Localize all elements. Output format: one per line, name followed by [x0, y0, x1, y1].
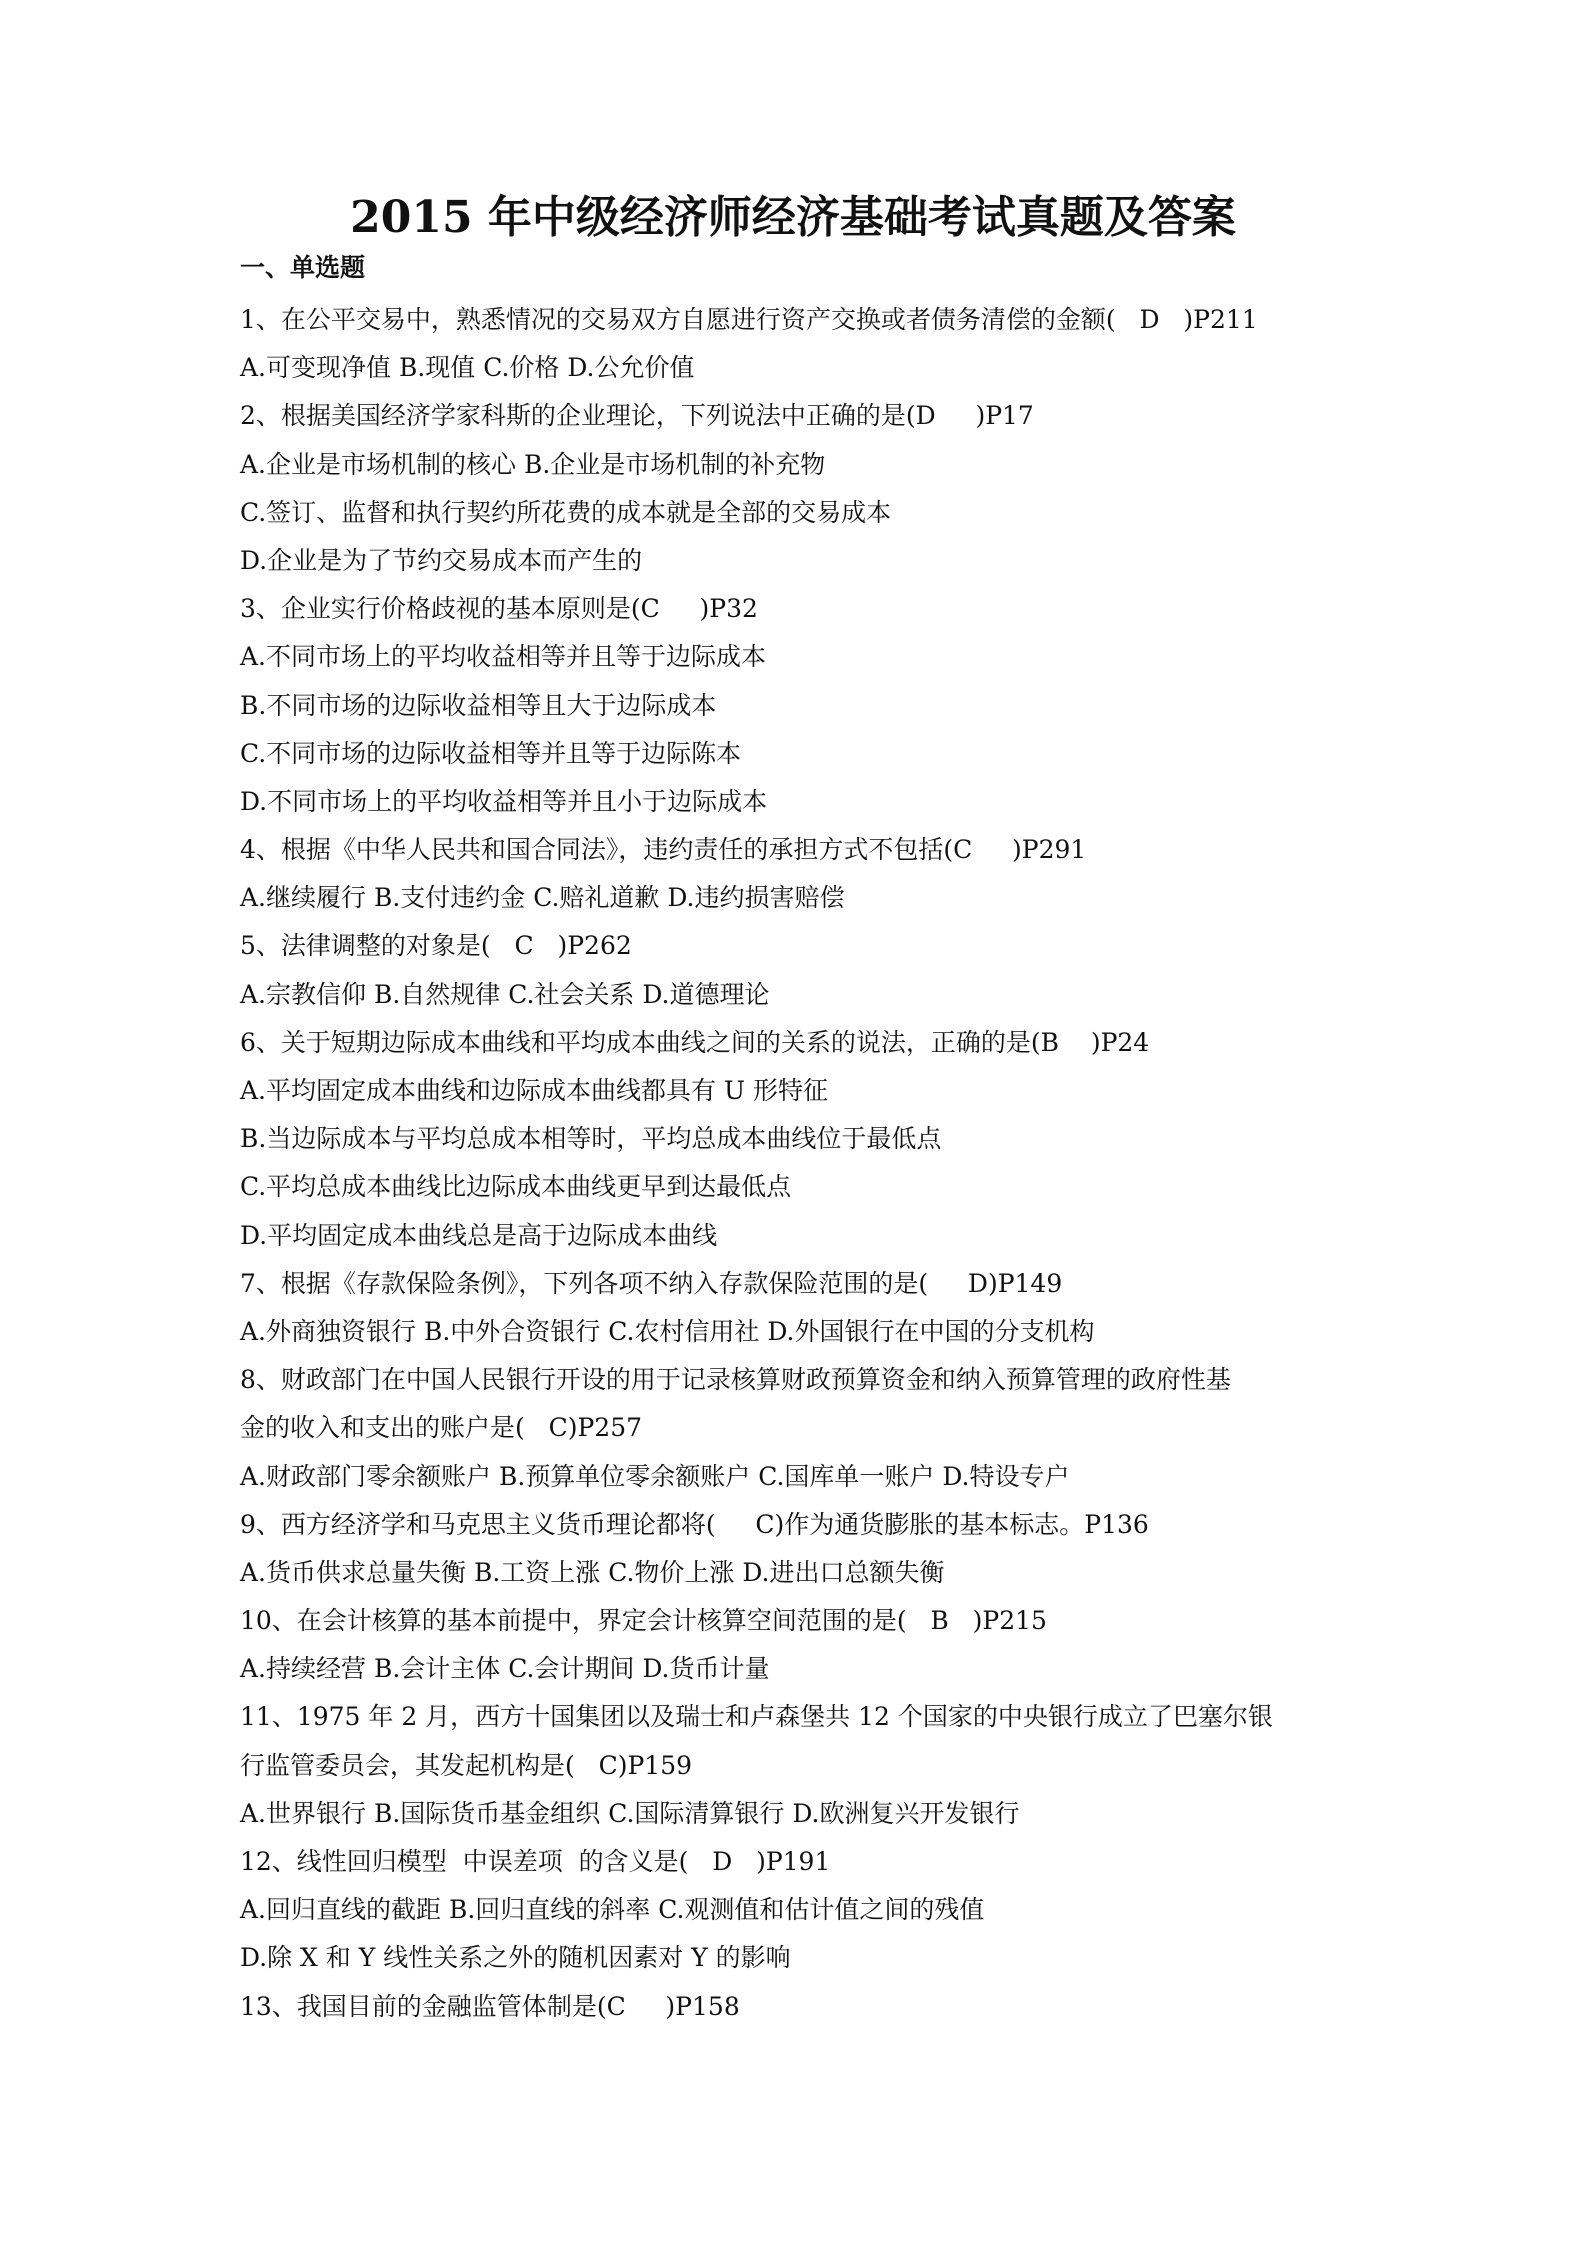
text-line: 行监管委员会，其发起机构是( C)P159	[240, 1750, 693, 1780]
text-line: A.平均固定成本曲线和边际成本曲线都具有 U 形特征	[240, 1076, 828, 1105]
text-line: 7、根据《存款保险条例》，下列各项不纳入存款保险范围的是( D)P149	[240, 1268, 1063, 1298]
text-line: 5、法律调整的对象是( C )P262	[240, 931, 632, 961]
text-line: A.宗教信仰 B.自然规律 C.社会关系 D.道德理论	[240, 979, 770, 1009]
text-line: 3、企业实行价格歧视的基本原则是(C )P32	[240, 594, 758, 624]
text-line: A.外商独资银行 B.中外合资银行 C.农村信用社 D.外国银行在中国的分支机构	[240, 1316, 1095, 1346]
text-line: 13、我国目前的金融监管体制是(C )P158	[240, 1991, 740, 2021]
text-line: A.不同市场上的平均收益相等并且等于边际成本	[240, 642, 767, 672]
text-line: D.不同市场上的平均收益相等并且小于边际成本	[240, 786, 768, 816]
text-line: 9、西方经济学和马克思主义货币理论都将( C)作为通货膨胀的基本标志。P136	[240, 1509, 1149, 1539]
text-line: A.可变现净值 B.现值 C.价格 D.公允价值	[240, 353, 695, 383]
text-line: D.除 X 和 Y 线性关系之外的随机因素对 Y 的影响	[240, 1943, 791, 1973]
text-line: A.财政部门零余额账户 B.预算单位零余额账户 C.国库单一账户 D.特设专户	[240, 1461, 1070, 1491]
section-heading: 一、单选题	[240, 253, 366, 282]
text-line: C.不同市场的边际收益相等并且等于边际陈本	[240, 738, 742, 768]
text-line: A.继续履行 B.支付违约金 C.赔礼道歉 D.违约损害赔偿	[240, 883, 845, 913]
text-line: 12、线性回归模型 中误差项 的含义是( D )P191	[240, 1847, 831, 1876]
text-line: C.签订、监督和执行契约所花费的成本就是全部的交易成本	[240, 497, 892, 527]
text-line: A.世界银行 B.国际货币基金组织 C.国际清算银行 D.欧洲复兴开发银行	[240, 1798, 1020, 1828]
text-line: 8、财政部门在中国人民银行开设的用于记录核算财政预算资金和纳入预算管理的政府性基	[240, 1365, 1231, 1395]
text-line: A.企业是市场机制的核心 B.企业是市场机制的补充物	[240, 449, 826, 479]
text-line: 10、在会计核算的基本前提中，界定会计核算空间范围的是( B )P215	[240, 1606, 1047, 1636]
text-line: C.平均总成本曲线比边际成本曲线更早到达最低点	[240, 1172, 792, 1202]
text-line: A.回归直线的截距 B.回归直线的斜率 C.观测值和估计值之间的残值	[240, 1895, 985, 1925]
question-list	[240, 296, 1360, 2031]
text-line: A.持续经营 B.会计主体 C.会计期间 D.货币计量	[240, 1654, 770, 1684]
text-line: B.不同市场的边际收益相等且大于边际成本	[240, 690, 717, 720]
text-line: B.当边际成本与平均总成本相等时，平均总成本曲线位于最低点	[240, 1124, 942, 1154]
text-line: 2、根据美国经济学家科斯的企业理论，下列说法中正确的是(D )P17	[240, 401, 1034, 431]
text-line: 1、在公平交易中，熟悉情况的交易双方自愿进行资产交换或者债务清偿的金额( D )P211	[240, 305, 1258, 334]
text-line: 金的收入和支出的账户是( C)P257	[240, 1413, 643, 1443]
text-line: 11、1975 年 2 月，西方十国集团以及瑞士和卢森堡共 12 个国家的中央银行成立了巴塞尔银	[240, 1702, 1273, 1732]
text-line: 6、关于短期边际成本曲线和平均成本曲线之间的关系的说法，正确的是(B )P24	[240, 1027, 1150, 1057]
text-line: D.企业是为了节约交易成本而产生的	[240, 545, 643, 575]
text-line: D.平均固定成本曲线总是高于边际成本曲线	[240, 1220, 718, 1250]
page-title: 2015 年中级经济师经济基础考试真题及答案	[350, 192, 1236, 243]
text-line: 4、根据《中华人民共和国合同法》，违约责任的承担方式不包括(C )P291	[240, 835, 1087, 865]
text-line: A.货币供求总量失衡 B.工资上涨 C.物价上涨 D.进出口总额失衡	[240, 1557, 945, 1587]
